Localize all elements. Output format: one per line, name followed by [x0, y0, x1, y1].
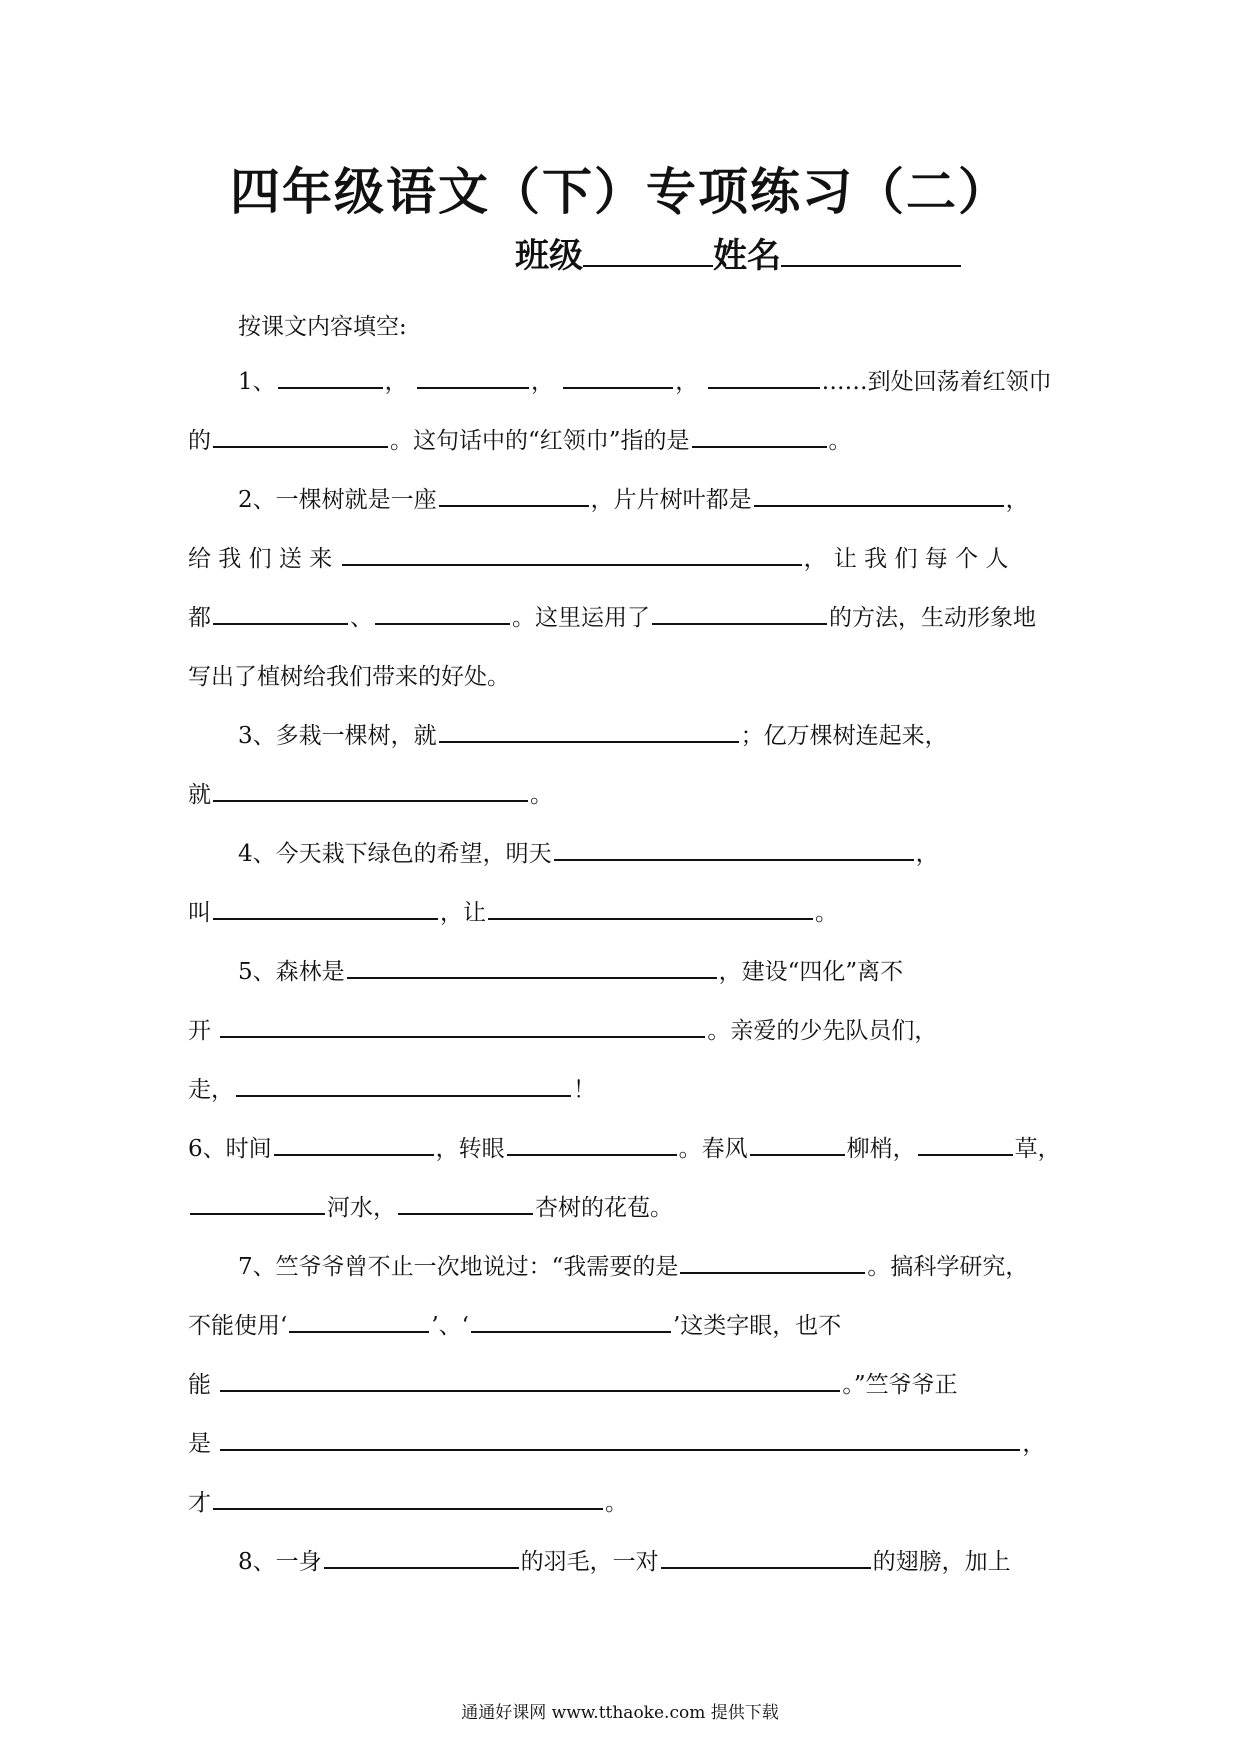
blank[interactable] — [220, 1016, 705, 1038]
question-7-line-4: 是 ， — [188, 1431, 1046, 1457]
blank[interactable] — [708, 367, 820, 389]
blank[interactable] — [213, 603, 348, 625]
question-7-line-5: 才 。 — [188, 1490, 628, 1516]
blank[interactable] — [652, 603, 827, 625]
footer-credit: 通通好课网 www.tthaoke.com 提供下载 — [461, 1703, 779, 1723]
blank[interactable] — [692, 426, 827, 448]
blank[interactable] — [324, 1547, 519, 1569]
blank[interactable] — [563, 367, 673, 389]
name-label: 姓名 — [713, 236, 781, 276]
blank[interactable] — [220, 1429, 1020, 1451]
instruction: 按课文内容填空: — [238, 314, 407, 340]
question-5-line-2: 开 。亲爱的少先队员们， — [188, 1018, 938, 1044]
question-2-line-4: 写出了植树给我们带来的好处。 — [188, 664, 510, 690]
blank[interactable] — [236, 1075, 571, 1097]
student-info — [515, 228, 961, 277]
question-2-line-2: 给 我 们 送 来 ， 让 我 们 每 个 人 — [188, 546, 1009, 572]
blank[interactable] — [213, 898, 438, 920]
name-blank[interactable] — [781, 235, 961, 267]
blank[interactable] — [375, 603, 510, 625]
question-4-line-2: 叫 ，让 。 — [188, 900, 838, 926]
blank[interactable] — [417, 367, 529, 389]
question-5-line-1: 5、森林是 ，建设“四化”离不 — [238, 959, 904, 985]
page-title: 四年级语文（下）专项练习（二） — [230, 163, 1010, 221]
blank[interactable] — [398, 1193, 533, 1215]
question-1-line-1: 1、 ， ， ， ……到处回荡着红领巾 — [238, 369, 1052, 395]
blank[interactable] — [347, 957, 717, 979]
blank[interactable] — [439, 485, 589, 507]
question-5-line-3: 走， ！ — [188, 1077, 596, 1103]
question-7-line-3: 能 。”竺爷爷正 — [188, 1372, 958, 1398]
blank[interactable] — [278, 367, 383, 389]
question-2-line-1: 2、一棵树就是一座 ，片片树叶都是 ， — [238, 487, 1029, 513]
blank[interactable] — [680, 1252, 865, 1274]
blank[interactable] — [754, 485, 1004, 507]
blank[interactable] — [661, 1547, 871, 1569]
blank[interactable] — [750, 1134, 845, 1156]
question-4-line-1: 4、今天栽下绿色的希望，明天 ， — [238, 841, 939, 867]
blank[interactable] — [213, 1488, 603, 1510]
blank[interactable] — [439, 721, 739, 743]
blank[interactable] — [213, 780, 528, 802]
blank[interactable] — [190, 1193, 325, 1215]
question-7-line-1: 7、竺爷爷曾不止一次地说过：“我需要的是 。搞科学研究， — [238, 1254, 1029, 1280]
blank[interactable] — [554, 839, 914, 861]
blank[interactable] — [488, 898, 813, 920]
class-label: 班级 — [515, 236, 583, 276]
blank[interactable] — [342, 544, 802, 566]
question-7-line-2: 不能使用‘ ’、‘ ’这类字眼，也不 — [188, 1313, 842, 1339]
blank[interactable] — [471, 1311, 671, 1333]
question-6-line-1: 6、时间 ，转眼 。春风 柳梢， 草， — [188, 1136, 1061, 1162]
blank[interactable] — [918, 1134, 1013, 1156]
blank[interactable] — [220, 1370, 840, 1392]
question-1-line-2: 的 。这句话中的“红领巾”指的是 。 — [188, 428, 852, 454]
blank[interactable] — [289, 1311, 429, 1333]
blank[interactable] — [507, 1134, 677, 1156]
blank[interactable] — [213, 426, 388, 448]
question-8-line-1: 8、一身 的羽毛，一对 的翅膀，加上 — [238, 1549, 1011, 1575]
class-blank[interactable] — [583, 235, 713, 267]
question-6-line-2: 河水， 杏树的花苞。 — [188, 1191, 1058, 1225]
question-3-line-2: 就 。 — [188, 782, 553, 808]
blank[interactable] — [274, 1134, 434, 1156]
question-3-line-1: 3、多栽一棵树，就 ；亿万棵树连起来， — [238, 723, 948, 749]
question-2-line-3: 都 、 。这里运用了 的方法，生动形象地 — [188, 605, 1036, 631]
